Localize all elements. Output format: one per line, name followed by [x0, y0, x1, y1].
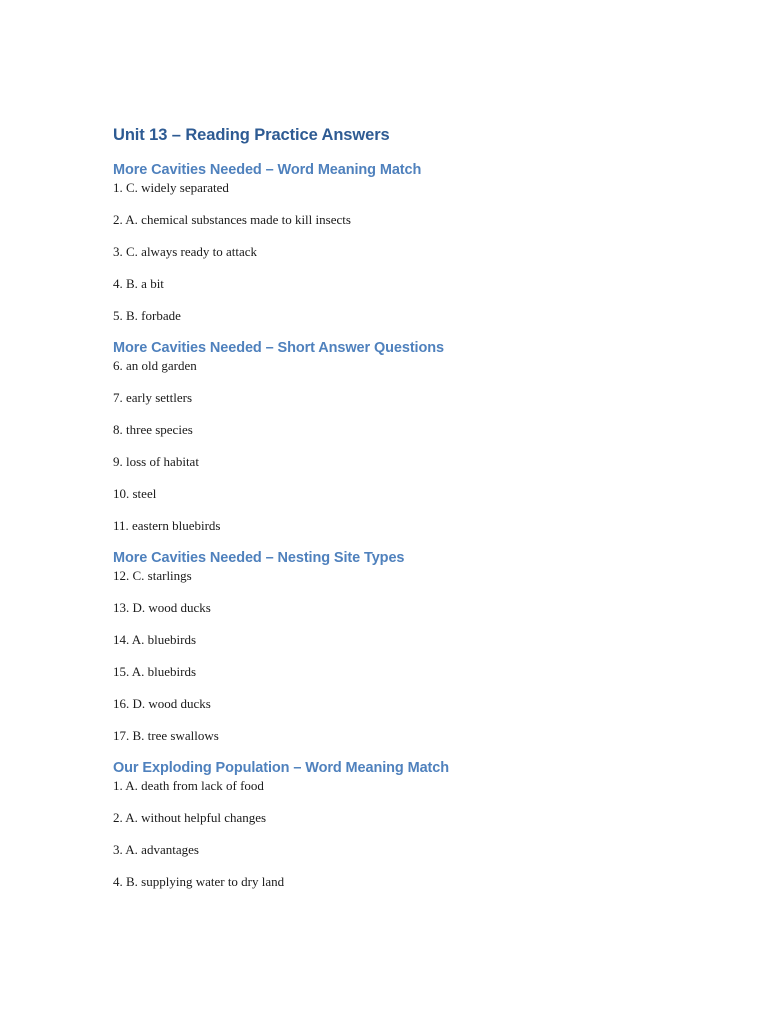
section-heading: More Cavities Needed – Short Answer Questions	[113, 340, 444, 356]
answer-list	[113, 358, 673, 534]
answer-item: 1. A. death from lack of food	[113, 778, 264, 793]
answer-item: 3. C. always ready to attack	[113, 244, 258, 259]
document-title: Unit 13 – Reading Practice Answers	[113, 126, 390, 144]
answer-item: 17. B. tree swallows	[113, 728, 219, 743]
answer-list	[113, 180, 673, 324]
answer-item: 14. A. bluebirds	[113, 632, 197, 647]
document-page	[113, 124, 673, 906]
answer-item: 15. A. bluebirds	[113, 664, 197, 679]
answer-item: 2. A. chemical substances made to kill insects	[113, 212, 351, 227]
answer-item: 13. D. wood ducks	[113, 600, 211, 615]
answer-item: 4. B. a bit	[113, 276, 164, 291]
section-heading: More Cavities Needed – Nesting Site Types	[113, 550, 405, 566]
answer-item: 4. B. supplying water to dry land	[113, 874, 285, 889]
answer-item: 10. steel	[113, 486, 157, 501]
answer-list	[113, 568, 673, 744]
answer-item: 5. B. forbade	[113, 308, 181, 323]
answer-list	[113, 778, 673, 890]
answer-item: 12. C. starlings	[113, 568, 192, 583]
section-nesting-site-types	[113, 548, 673, 744]
answer-item: 1. C. widely separated	[113, 180, 229, 195]
section-heading: Our Exploding Population – Word Meaning Match	[113, 760, 449, 776]
answer-item: 7. early settlers	[113, 390, 193, 405]
answer-item: 6. an old garden	[113, 358, 197, 373]
answer-item: 2. A. without helpful changes	[113, 810, 267, 825]
section-exploding-population-word-meaning-match	[113, 758, 673, 890]
section-word-meaning-match	[113, 160, 673, 324]
answer-item: 16. D. wood ducks	[113, 696, 211, 711]
section-heading: More Cavities Needed – Word Meaning Match	[113, 162, 422, 178]
answer-item: 3. A. advantages	[113, 842, 199, 857]
answer-item: 11. eastern bluebirds	[113, 518, 221, 533]
answer-item: 8. three species	[113, 422, 193, 437]
answer-item: 9. loss of habitat	[113, 454, 199, 469]
section-short-answer-questions	[113, 338, 673, 534]
